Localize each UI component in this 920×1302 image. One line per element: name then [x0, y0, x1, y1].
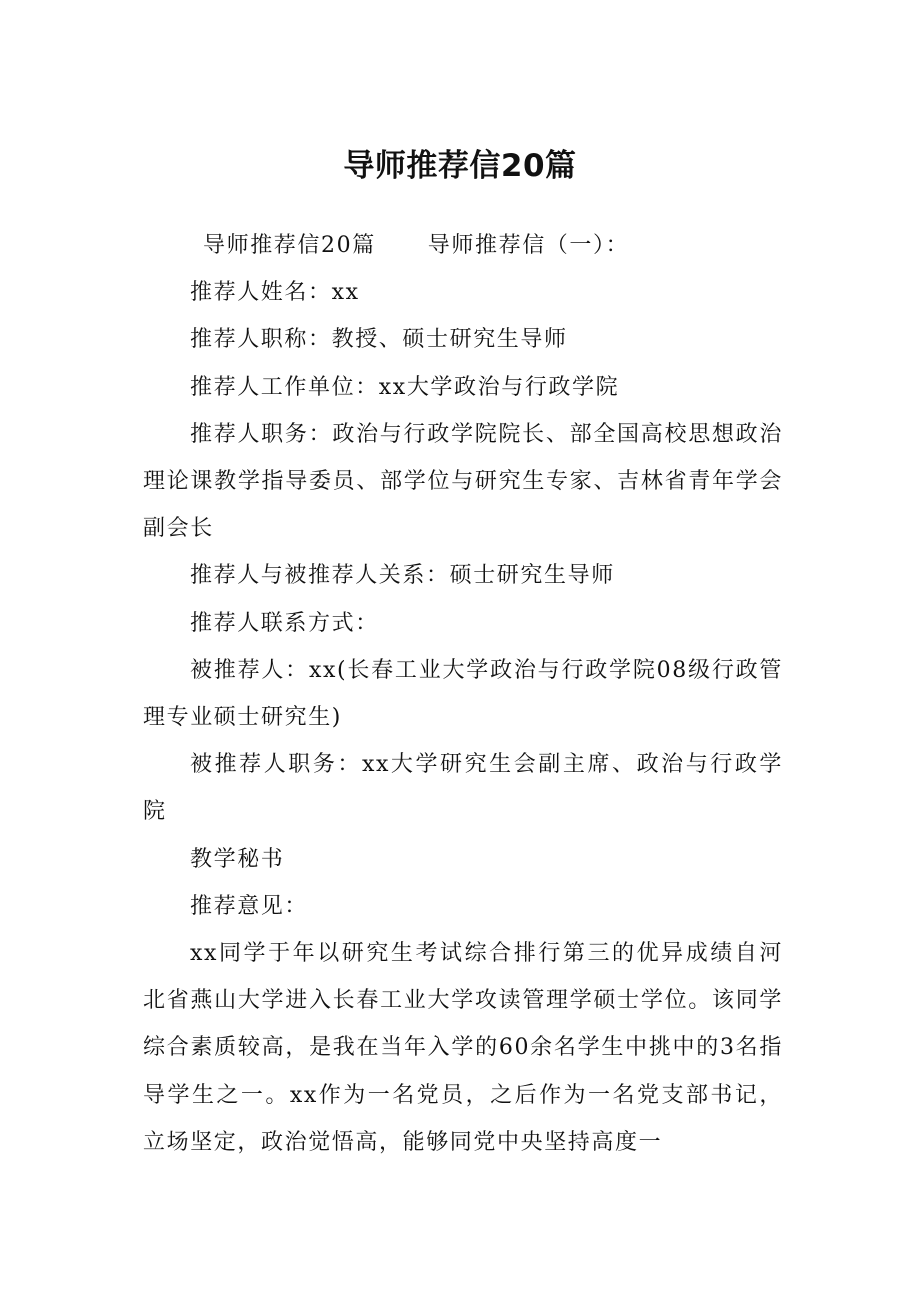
paragraph-opinion-heading: 推荐意见：: [190, 893, 309, 919]
document-title: 导师推荐信20篇: [343, 148, 577, 184]
intro-doc-name: 导师推荐信20篇: [203, 233, 376, 258]
paragraph-recommender-name: 推荐人姓名：xx: [190, 280, 360, 306]
paragraph-relationship: 推荐人与被推荐人关系：硕士研究生导师: [190, 563, 615, 589]
paragraph-candidate: 被推荐人：xx(长春工业大学政治与行政学院08级行政管理专业硕士研究生): [143, 657, 783, 731]
paragraph-opinion-body: xx同学于年以研究生考试综合排行第三的优异成绩自河北省燕山大学进入长春工业大学攻读管理学硕士学位。该同学综合素质较高，是我在当年入学的60余名学生中挑中的3名指导学生之一。xx作为一名党员，之后作为一名党支部书记，立场坚定，政治觉悟高，能够同党中央坚持高度一: [143, 941, 783, 1155]
intro-section: 导师推荐信（一）：: [427, 233, 630, 258]
intro-line: [143, 222, 783, 269]
paragraph-recommender-title: 推荐人职称：教授、硕士研究生导师: [190, 327, 568, 353]
paragraph-recommender-unit: 推荐人工作单位：xx大学政治与行政学院: [190, 374, 620, 400]
document-body: [143, 222, 783, 1166]
paragraph-teaching-secretary: 教学秘书: [190, 846, 285, 872]
paragraph-contact: 推荐人联系方式：: [190, 610, 379, 636]
paragraph-candidate-position: 被推荐人职务：xx大学研究生会副主席、政治与行政学院: [143, 752, 783, 825]
paragraph-recommender-position: 推荐人职务：政治与行政学院院长、部全国高校思想政治理论课教学指导委员、部学位与研究生专家、吉林省青年学会副会长: [143, 421, 783, 542]
